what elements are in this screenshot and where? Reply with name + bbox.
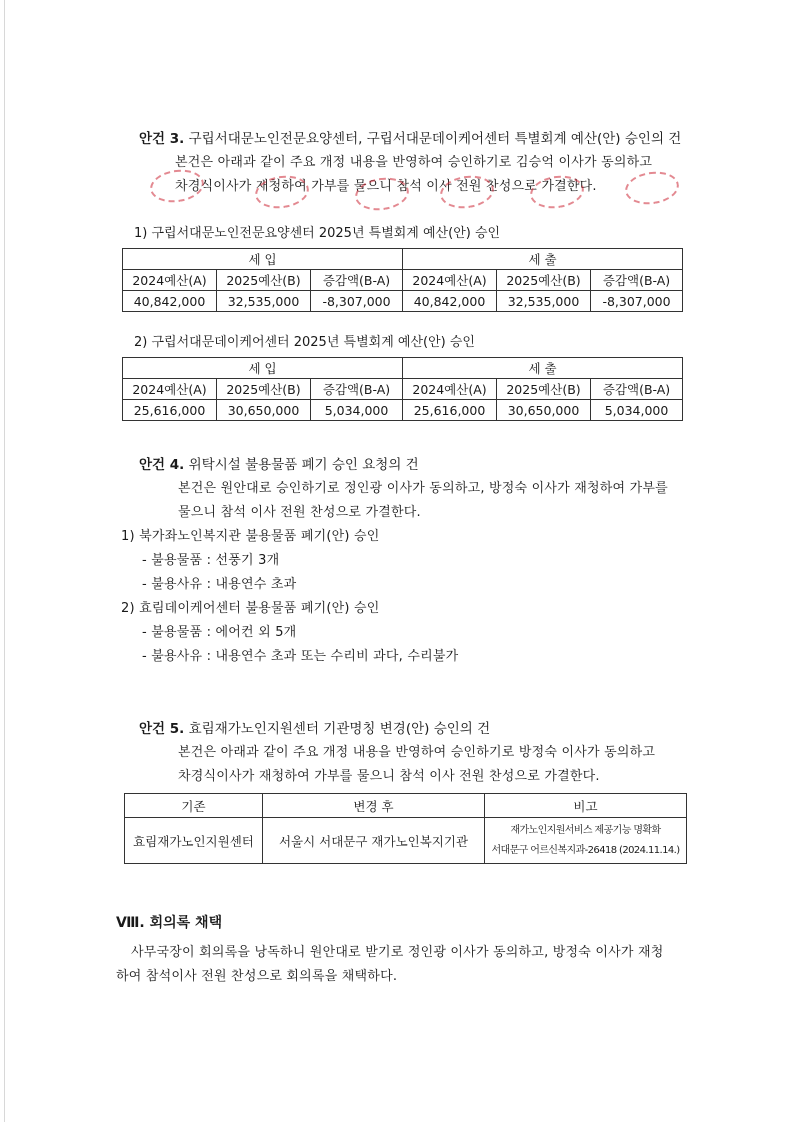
column-header: 변경 후 (263, 794, 485, 818)
income-header: 세 입 (123, 249, 403, 270)
agenda3-body-line2: 차경식이사가 재청하여 가부를 물으니 참석 이사 전원 찬성으로 가결한다. (175, 179, 597, 194)
table-cell: 30,650,000 (497, 400, 591, 421)
column-header: 증감액(B-A) (591, 379, 683, 400)
disposal-item-title: 2) 효림데이케어센터 불용물품 폐기(안) 승인 (121, 601, 380, 616)
table-cell: 30,650,000 (217, 400, 311, 421)
page-edge-line (4, 0, 5, 1122)
table1-caption: 1) 구립서대문노인전문요양센터 2025년 특별회계 예산(안) 승인 (134, 226, 501, 241)
agenda4-title: 위탁시설 불용물품 폐기 승인 요청의 건 (188, 457, 419, 473)
agenda5-body-line2: 차경식이사가 재청하여 가부를 물으니 참석 이사 전원 찬성으로 가결한다. (178, 769, 600, 784)
agenda3-body-line1: 본건은 아래과 같이 주요 개정 내용을 반영하여 승인하기로 김승억 이사가 동의하고 (175, 155, 653, 170)
agenda3-title: 구립서대문노인전문요양센터, 구립서대문데이케어센터 특별회계 예산(안) 승인의 건 (188, 131, 682, 147)
section8-body-line1: 사무국장이 회의록을 낭독하니 원안대로 받기로 정인광 이사가 동의하고, 방정숙 이사가 재청 (131, 945, 664, 960)
disposal-item-reason: - 불용사유 : 내용연수 초과 (142, 577, 297, 592)
table-cell: 5,034,000 (311, 400, 403, 421)
note-line: 서대문구 어르신복지과-26418 (2024.11.14.) (491, 844, 680, 856)
column-header: 2024예산(A) (123, 379, 217, 400)
disposal-item-title: 1) 북가좌노인복지관 불용물품 폐기(안) 승인 (121, 529, 380, 544)
column-header: 2024예산(A) (403, 379, 497, 400)
table-cell-note (485, 818, 687, 864)
table-cell: 25,616,000 (123, 400, 217, 421)
agenda4-body-line2: 물으니 참석 이사 전원 찬성으로 가결한다. (178, 505, 421, 520)
seal-stamp (623, 168, 681, 207)
agenda4-heading (139, 453, 419, 473)
seal-stamp (148, 166, 206, 205)
table-cell: -8,307,000 (311, 291, 403, 312)
disposal-item-goods: - 불용물품 : 에어컨 외 5개 (142, 625, 297, 640)
name-change-table (124, 793, 687, 864)
agenda4-label: 안건 4. (139, 457, 185, 473)
agenda3-label: 안건 3. (139, 131, 185, 147)
section8-heading: Ⅷ. 회의록 채택 (116, 915, 223, 931)
table-cell: 25,616,000 (403, 400, 497, 421)
income-header: 세 입 (123, 358, 403, 379)
table-cell-before: 효림재가노인지원센터 (125, 818, 263, 864)
expense-header: 세 출 (403, 249, 683, 270)
column-header: 증감액(B-A) (591, 270, 683, 291)
agenda4-body-line1: 본건은 원안대로 승인하기로 정인광 이사가 동의하고, 방정숙 이사가 재청하여 가부를 (178, 481, 668, 496)
agenda5-title: 효림재가노인지원센터 기관명칭 변경(안) 승인의 건 (188, 721, 491, 737)
column-header: 비고 (485, 794, 687, 818)
agenda5-label: 안건 5. (139, 721, 185, 737)
column-header: 증감액(B-A) (311, 270, 403, 291)
expense-header: 세 출 (403, 358, 683, 379)
table-cell: -8,307,000 (591, 291, 683, 312)
budget-table-1 (122, 248, 683, 312)
disposal-item-reason: - 불용사유 : 내용연수 초과 또는 수리비 과다, 수리불가 (142, 649, 459, 664)
column-header: 2025예산(B) (217, 379, 311, 400)
agenda3-heading (139, 127, 681, 147)
disposal-item-goods: - 불용물품 : 선풍기 3개 (142, 553, 280, 568)
column-header: 2025예산(B) (217, 270, 311, 291)
table-cell-after: 서울시 서대문구 재가노인복지기관 (263, 818, 485, 864)
table2-caption: 2) 구립서대문데이케어센터 2025년 특별회계 예산(안) 승인 (134, 335, 475, 350)
table-cell: 5,034,000 (591, 400, 683, 421)
column-header: 2025예산(B) (497, 270, 591, 291)
table-cell: 32,535,000 (497, 291, 591, 312)
column-header: 2025예산(B) (497, 379, 591, 400)
column-header: 2024예산(A) (403, 270, 497, 291)
table-cell: 32,535,000 (217, 291, 311, 312)
table-cell: 40,842,000 (123, 291, 217, 312)
agenda5-body-line1: 본건은 아래과 같이 주요 개정 내용을 반영하여 승인하기로 방정숙 이사가 동의하고 (178, 745, 656, 760)
column-header: 기존 (125, 794, 263, 818)
column-header: 증감액(B-A) (311, 379, 403, 400)
agenda5-heading (139, 717, 490, 737)
table-cell: 40,842,000 (403, 291, 497, 312)
budget-table-2 (122, 357, 683, 421)
section8-body-line2: 하여 참석이사 전원 찬성으로 회의록을 채택하다. (116, 969, 398, 984)
note-line: 재가노인지원서비스 제공기능 명확화 (510, 824, 661, 836)
column-header: 2024예산(A) (123, 270, 217, 291)
